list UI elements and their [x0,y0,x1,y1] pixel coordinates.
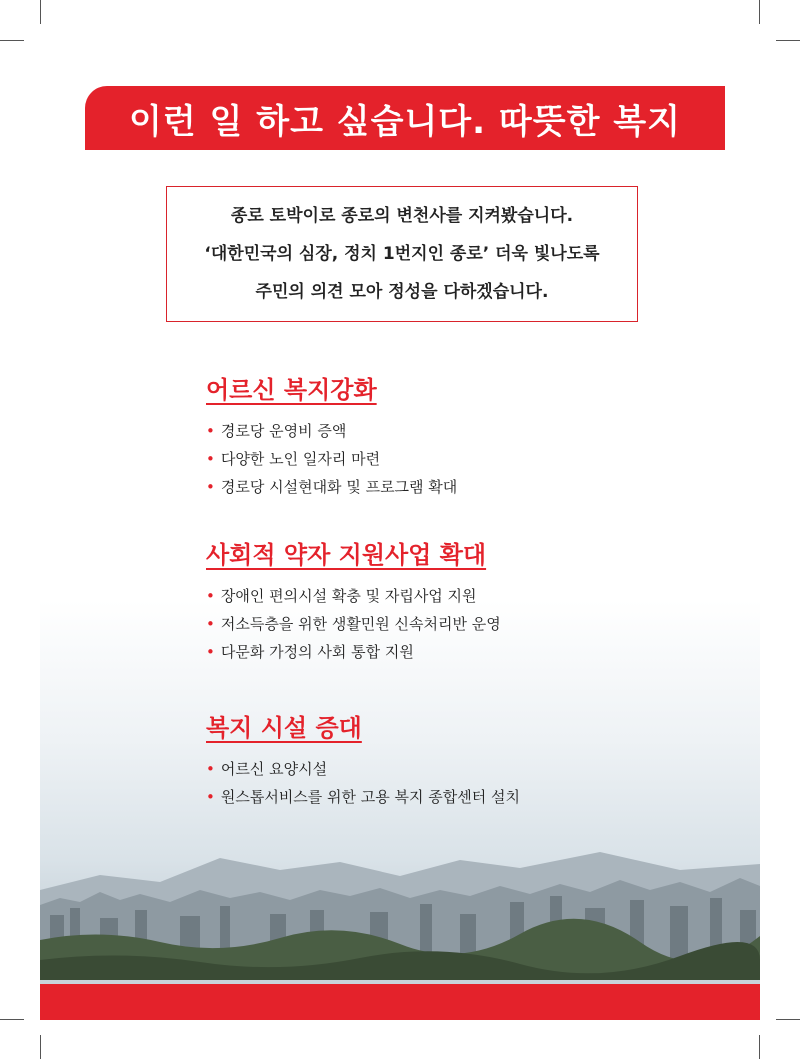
section-vulnerable-support [206,535,501,666]
crop-mark [40,0,41,24]
intro-line: 주민의 의견 모아 정성을 다하겠습니다. [255,282,549,302]
city-skyline-image [40,820,760,980]
bullet-icon: • [206,450,215,468]
list-item: • 경로당 운영비 증액 [206,422,347,440]
bullet-icon: • [206,422,215,440]
bullet-icon: • [206,587,215,605]
crop-mark [776,1019,800,1020]
bullet-icon: • [206,643,215,661]
section-senior-welfare [206,370,457,501]
list-item: • 다문화 가정의 사회 통합 지원 [206,643,414,661]
flyer-page [40,40,760,1020]
section-heading: 사회적 약자 지원사업 확대 [206,541,487,569]
intro-box [166,186,638,322]
crop-mark [0,40,24,41]
list-item: • 경로당 시설현대화 및 프로그램 확대 [206,478,458,496]
bullet-icon: • [206,478,215,496]
page-title: 이런 일 하고 싶습니다. 따뜻한 복지 [129,101,681,142]
bullet-icon: • [206,760,215,778]
list-item: • 다양한 노인 일자리 마련 [206,450,381,468]
title-banner [85,86,725,150]
section-heading: 어르신 복지강화 [206,376,377,404]
crop-mark [759,0,760,24]
bullet-icon: • [206,788,215,806]
list-item: • 어르신 요양시설 [206,760,328,778]
bullet-icon: • [206,615,215,633]
crop-mark [776,40,800,41]
intro-line: 종로 토박이로 종로의 변천사를 지켜봤습니다. [230,206,574,226]
section-welfare-facilities [206,708,520,811]
list-item: • 장애인 편의시설 확충 및 자립사업 지원 [206,587,477,605]
bottom-bar [40,984,760,1020]
crop-mark [40,1035,41,1059]
list-item: • 저소득층을 위한 생활민원 신속처리반 운영 [206,615,501,633]
intro-line: ‘대한민국의 심장, 정치 1번지인 종로’ 더욱 빛나도록 [204,244,600,264]
crop-mark [0,1019,24,1020]
section-heading: 복지 시설 증대 [206,714,362,742]
list-item: • 원스톱서비스를 위한 고용 복지 종합센터 설치 [206,788,521,806]
crop-mark [759,1035,760,1059]
